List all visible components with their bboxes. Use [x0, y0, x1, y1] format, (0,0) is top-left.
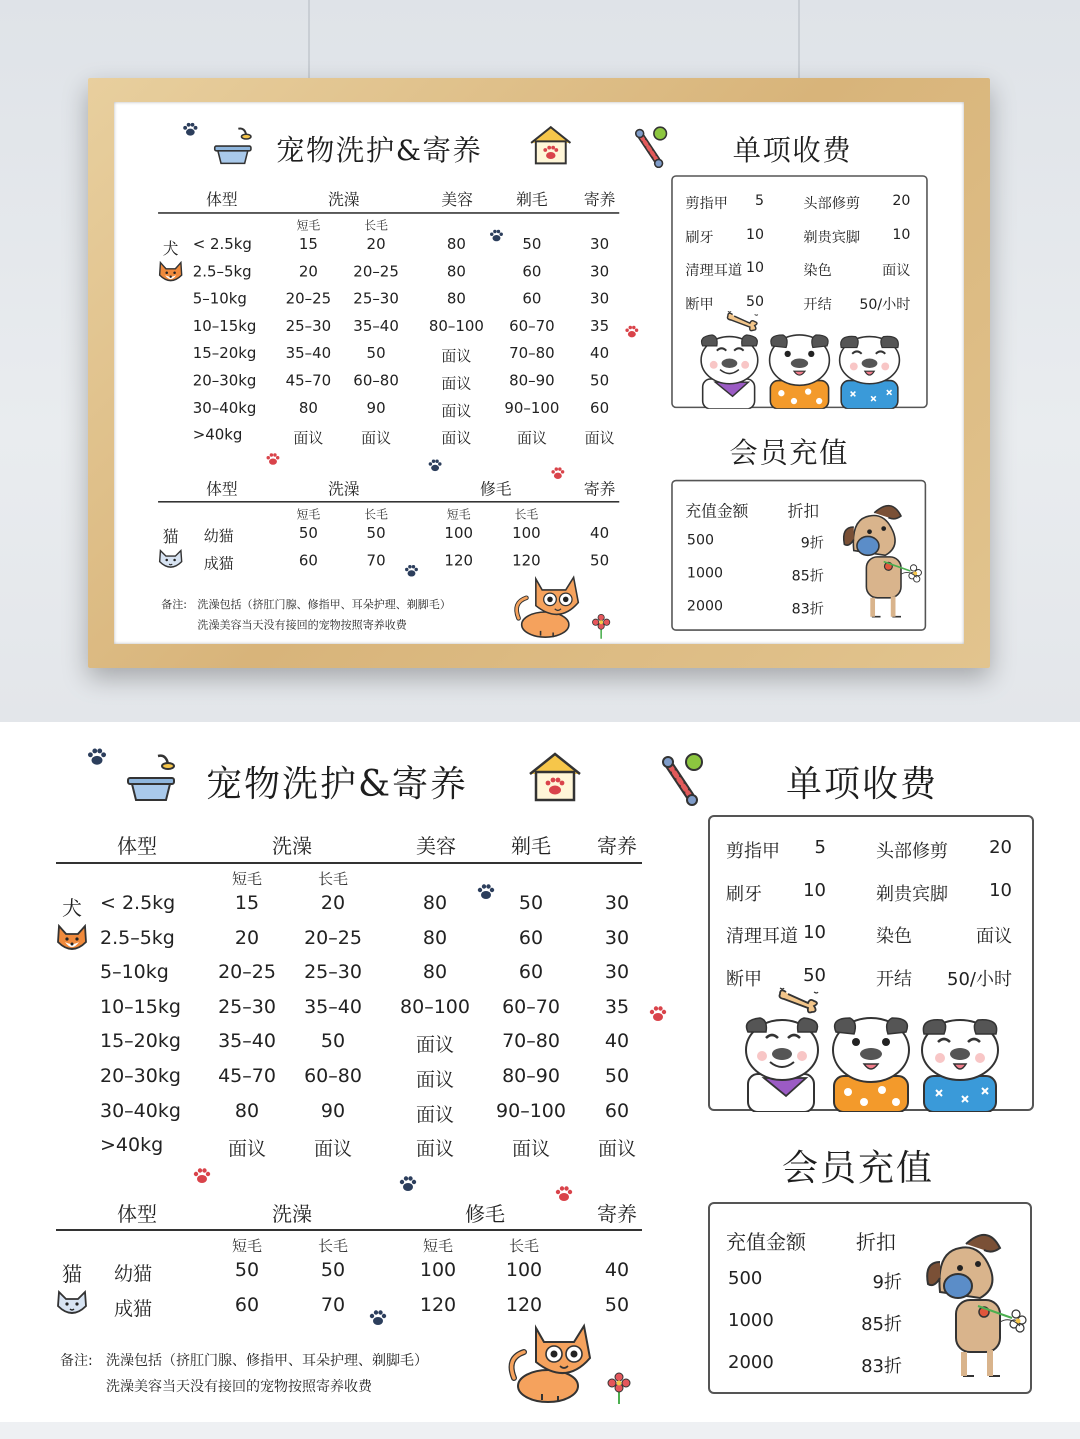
- cat-header-divider: [158, 501, 619, 503]
- dog-header-shaving: 剃毛: [511, 834, 551, 858]
- cat-header-divider: [56, 1229, 642, 1231]
- dog-price-cell: 60: [518, 961, 544, 984]
- dog-price-cell: 35–40: [353, 317, 399, 335]
- price-board-framed: [114, 102, 964, 644]
- bone-icon: [778, 986, 820, 1014]
- dog-size-label: 10–15kg: [100, 995, 181, 1018]
- dog-price-cell: 80: [298, 399, 318, 417]
- dog-price-cell: 面议: [597, 1138, 637, 1161]
- single-item-name: 头部修剪: [876, 841, 948, 862]
- paw-icon: [476, 882, 496, 902]
- cat-subheader: 长毛: [514, 507, 539, 522]
- dog-price-cell: 面议: [361, 429, 392, 447]
- single-items-title: 单项收费: [786, 764, 939, 805]
- paw-icon: [648, 1004, 668, 1024]
- pug-dogs-illustration: [696, 330, 902, 409]
- single-item-name: 清理耳道: [726, 926, 798, 947]
- dog-price-cell: 20: [234, 926, 260, 949]
- cat-price-cell: 120: [505, 1294, 543, 1316]
- dog-subheader-long: 长毛: [317, 870, 349, 888]
- dog-price-cell: 30: [590, 263, 610, 281]
- dog-price-cell: 20: [320, 892, 346, 914]
- dog-price-cell: 60: [522, 263, 542, 281]
- membership-header-amount: 充值金额: [726, 1230, 806, 1254]
- dog-price-cell: 80: [446, 263, 466, 281]
- cat-price-cell: 50: [604, 1294, 630, 1316]
- dog-size-label: 2.5–5kg: [192, 263, 252, 281]
- cat-price-cell: 50: [320, 1259, 346, 1281]
- dog-header-bath: 洗澡: [272, 834, 312, 858]
- cat-price-cell: 60: [298, 552, 318, 570]
- paw-icon: [427, 458, 443, 474]
- dog-header-shaving: 剃毛: [516, 190, 548, 210]
- membership-header-amount: 充值金额: [685, 501, 749, 521]
- single-item-name: 剃贵宾脚: [803, 229, 861, 246]
- board-closeup: [0, 722, 1080, 1422]
- dog-price-cell: 60: [518, 926, 544, 949]
- dog-with-flower-illustration: [920, 1222, 1030, 1390]
- membership-discount: 85折: [861, 1314, 902, 1335]
- dog-price-cell: 60–80: [353, 371, 399, 390]
- bone-icon: [726, 310, 759, 332]
- membership-amount: 500: [728, 1268, 763, 1289]
- cat-price-cell: 50: [234, 1259, 260, 1281]
- membership-header-discount: 折扣: [787, 501, 820, 521]
- dog-price-cell: 35: [590, 317, 610, 335]
- cat-subheader: 短毛: [296, 507, 321, 522]
- cat-price-cell: 100: [419, 1259, 457, 1281]
- dog-subheader-short: 短毛: [296, 218, 321, 233]
- dog-price-cell: 20: [298, 263, 318, 281]
- dog-price-cell: 90–100: [504, 399, 560, 417]
- board-copy-mini: [114, 102, 964, 644]
- dog-price-cell: 面议: [511, 1138, 551, 1161]
- dog-price-cell: 30: [604, 892, 630, 914]
- dog-price-cell: 面议: [293, 429, 324, 447]
- dog-size-label: 5–10kg: [192, 290, 247, 308]
- cat-subheader: 长毛: [364, 507, 388, 522]
- dog-price-cell: 面议: [415, 1138, 455, 1161]
- single-items-title: 单项收费: [732, 135, 853, 168]
- dog-size-label: 15–20kg: [100, 1030, 181, 1053]
- dog-price-cell: 面议: [441, 429, 472, 447]
- paw-icon: [554, 1184, 574, 1204]
- cat-subheader: 长毛: [508, 1237, 540, 1255]
- cat-price-cell: 120: [419, 1294, 457, 1316]
- dog-price-cell: 90–100: [496, 1099, 566, 1122]
- dog-face-icon: [56, 924, 88, 954]
- paw-icon: [265, 451, 281, 467]
- dog-size-label: 30–40kg: [192, 399, 257, 417]
- dog-price-cell: 面议: [313, 1138, 353, 1161]
- dog-header-divider: [56, 862, 642, 864]
- note-line-1: 洗澡包括（挤肛门腺、修指甲、耳朵护理、剃脚毛）: [197, 598, 451, 612]
- membership-amount: 1000: [686, 564, 723, 582]
- cat-illustration: [512, 571, 591, 640]
- dog-price-cell: 35–40: [218, 1030, 276, 1053]
- dog-size-label: 15–20kg: [192, 344, 257, 363]
- dog-price-cell: 30: [604, 961, 630, 984]
- dog-price-cell: 面议: [516, 429, 547, 447]
- single-item-price: 10: [803, 879, 826, 901]
- dog-size-label: 30–40kg: [100, 1099, 181, 1122]
- flower-icon: [606, 1372, 632, 1406]
- single-item-price: 50/小时: [947, 968, 1012, 990]
- dog-price-cell: 80–90: [509, 371, 555, 390]
- paw-icon: [368, 1308, 388, 1328]
- dog-price-cell: 80–90: [502, 1065, 560, 1087]
- cat-header-boarding: 寄养: [583, 479, 616, 499]
- single-item-price: 10: [989, 879, 1012, 901]
- cat-price-cell: 50: [590, 552, 610, 570]
- single-item-name: 刷牙: [685, 229, 714, 246]
- paw-icon: [624, 324, 640, 340]
- single-item-name: 剪指甲: [726, 841, 780, 862]
- single-item-name: 剪指甲: [685, 195, 728, 213]
- dog-price-cell: 90: [320, 1099, 346, 1122]
- paw-icon: [398, 1174, 418, 1194]
- pug-dogs-illustration: [740, 1012, 1002, 1112]
- dog-size-label: 20–30kg: [192, 371, 257, 390]
- dog-price-cell: 30: [604, 926, 630, 949]
- wooden-frame: [88, 78, 990, 668]
- dog-price-cell: 30: [590, 235, 610, 254]
- dog-price-cell: 面议: [584, 429, 615, 447]
- dog-category-label: 犬: [62, 896, 82, 920]
- dog-price-cell: 70–80: [509, 344, 555, 363]
- single-item-price: 20: [892, 192, 911, 210]
- single-item-price: 面议: [882, 262, 911, 280]
- dog-price-cell: 面议: [441, 347, 472, 366]
- dog-price-cell: 20–25: [353, 263, 399, 281]
- dog-size-label: 2.5–5kg: [100, 926, 175, 949]
- dog-subheader-long: 长毛: [364, 218, 388, 233]
- dog-header-grooming: 美容: [416, 834, 456, 858]
- dog-header-boarding: 寄养: [583, 190, 616, 210]
- paw-icon: [192, 1166, 212, 1186]
- dog-price-cell: 80: [422, 892, 448, 914]
- single-item-price: 50: [746, 292, 765, 310]
- single-item-name: 头部修剪: [803, 195, 861, 213]
- dog-price-cell: 50: [320, 1030, 346, 1053]
- cat-header-size: 体型: [117, 1202, 157, 1226]
- note-label: 备注:: [60, 1353, 93, 1369]
- pet-house-icon: [528, 124, 574, 166]
- dog-price-cell: 80: [446, 235, 466, 254]
- dog-price-cell: 60–70: [502, 995, 560, 1018]
- single-item-name: 染色: [876, 926, 912, 947]
- dog-price-cell: 面议: [415, 1069, 455, 1091]
- cat-price-cell: 40: [604, 1259, 630, 1281]
- dog-price-cell: 80–100: [400, 995, 470, 1018]
- cat-subheader: 短毛: [446, 507, 471, 522]
- cat-price-cell: 120: [444, 552, 473, 570]
- cat-header-bath: 洗澡: [328, 479, 360, 499]
- dog-size-label: < 2.5kg: [100, 892, 176, 914]
- dog-header-size: 体型: [206, 190, 238, 210]
- dog-price-cell: 35–40: [304, 995, 362, 1018]
- dog-price-cell: 面议: [415, 1034, 455, 1057]
- single-item-name: 开结: [803, 295, 832, 313]
- single-item-price: 10: [746, 225, 765, 243]
- note-line-2: 洗澡美容当天没有接回的宠物按照寄养收费: [197, 619, 407, 632]
- paw-icon: [86, 746, 108, 768]
- cat-header-bath: 洗澡: [272, 1202, 312, 1226]
- dog-price-cell: 60: [522, 290, 542, 308]
- cat-price-cell: 70: [366, 552, 386, 570]
- cat-subheader: 长毛: [317, 1237, 349, 1255]
- membership-amount: 2000: [728, 1352, 774, 1373]
- page-title: 宠物洗护&寄养: [206, 764, 469, 805]
- dog-size-label: < 2.5kg: [192, 235, 252, 254]
- dog-price-cell: 20–25: [218, 961, 276, 984]
- paw-icon: [182, 121, 199, 138]
- dog-price-cell: 80–100: [428, 317, 484, 335]
- dog-price-cell: 25–30: [285, 317, 332, 335]
- membership-discount: 9折: [872, 1272, 902, 1293]
- membership-amount: 500: [686, 531, 714, 549]
- membership-amount: 2000: [686, 597, 723, 615]
- dog-size-label: 20–30kg: [100, 1065, 181, 1087]
- dog-price-cell: 80: [446, 290, 466, 308]
- note-line-2: 洗澡美容当天没有接回的宠物按照寄养收费: [106, 1379, 372, 1395]
- single-item-price: 10: [892, 225, 911, 243]
- dog-price-cell: 40: [590, 344, 610, 363]
- note-label: 备注:: [161, 598, 187, 612]
- dog-price-cell: 45–70: [285, 371, 332, 390]
- dog-price-cell: 60: [604, 1099, 630, 1122]
- membership-amount: 1000: [728, 1310, 774, 1331]
- cat-price-cell: 100: [444, 524, 473, 542]
- dog-price-cell: 50: [366, 344, 386, 363]
- cat-subheader: 短毛: [422, 1237, 454, 1255]
- single-item-name: 清理耳道: [685, 262, 743, 280]
- cat-type-label: 成猫: [203, 555, 234, 573]
- membership-discount: 85折: [791, 567, 824, 585]
- bath-icon: [124, 752, 178, 804]
- cat-header-trim: 修毛: [465, 1202, 505, 1226]
- bath-icon: [212, 126, 254, 167]
- cat-category-label: 猫: [162, 526, 179, 546]
- cat-price-cell: 50: [298, 524, 318, 542]
- cat-category-label: 猫: [62, 1262, 82, 1286]
- single-item-name: 刷牙: [726, 883, 762, 905]
- membership-discount: 9折: [800, 534, 824, 552]
- single-item-price: 5: [814, 837, 826, 858]
- dog-price-cell: 50: [518, 892, 544, 914]
- dog-header-boarding: 寄养: [597, 834, 637, 858]
- single-item-name: 剃贵宾脚: [876, 883, 948, 905]
- dog-price-cell: 40: [604, 1030, 630, 1053]
- membership-title: 会员充值: [729, 437, 850, 470]
- cat-price-cell: 50: [366, 524, 386, 542]
- dog-price-cell: 60–70: [509, 317, 555, 335]
- membership-title: 会员充值: [782, 1148, 935, 1189]
- cat-type-label: 幼猫: [114, 1263, 153, 1285]
- membership-header-discount: 折扣: [856, 1230, 896, 1254]
- framed-board: [114, 102, 964, 644]
- cat-type-label: 成猫: [114, 1298, 153, 1320]
- single-item-name: 开结: [876, 968, 912, 990]
- bone-toy-icon: [660, 752, 712, 806]
- single-item-price: 50/小时: [859, 295, 911, 313]
- dog-price-cell: 20–25: [304, 926, 362, 949]
- dog-price-cell: 20–25: [285, 290, 332, 308]
- dog-price-cell: 25–30: [218, 995, 276, 1018]
- single-item-price: 20: [989, 837, 1012, 858]
- dog-with-flower-illustration: [838, 496, 925, 628]
- cat-price-cell: 100: [505, 1259, 543, 1281]
- dog-header-grooming: 美容: [441, 190, 473, 210]
- single-item-price: 5: [755, 192, 765, 210]
- dog-face-icon: [158, 261, 183, 285]
- dog-price-cell: 面议: [227, 1138, 267, 1161]
- single-item-name: 染色: [803, 262, 832, 280]
- cat-price-cell: 100: [512, 524, 541, 542]
- dog-price-cell: 50: [522, 235, 542, 254]
- cat-price-cell: 60: [234, 1294, 260, 1316]
- pet-house-icon: [526, 750, 584, 804]
- cat-price-cell: 40: [590, 524, 610, 542]
- dog-price-cell: 60: [590, 399, 610, 417]
- dog-price-cell: 面议: [415, 1103, 455, 1126]
- paw-icon: [489, 228, 505, 244]
- single-item-price: 10: [746, 259, 765, 276]
- dog-header-divider: [158, 212, 619, 214]
- dog-price-cell: 15: [234, 892, 260, 914]
- dog-price-cell: 70–80: [502, 1030, 560, 1053]
- dog-header-bath: 洗澡: [328, 190, 360, 210]
- cat-face-icon: [56, 1290, 88, 1318]
- single-item-name: 断甲: [685, 295, 714, 313]
- cat-subheader: 短毛: [231, 1237, 263, 1255]
- cat-header-trim: 修毛: [479, 479, 512, 499]
- dog-category-label: 犬: [162, 238, 179, 258]
- dog-size-label: >40kg: [192, 426, 243, 444]
- dog-price-cell: 80: [422, 926, 448, 949]
- dog-size-label: 10–15kg: [192, 317, 257, 335]
- dog-price-cell: 45–70: [218, 1065, 276, 1087]
- single-item-price: 10: [803, 922, 826, 943]
- membership-discount: 83折: [861, 1356, 902, 1377]
- cat-price-cell: 120: [512, 552, 541, 570]
- cat-face-icon: [158, 549, 183, 571]
- dog-price-cell: 面议: [441, 375, 472, 393]
- dog-price-cell: 35: [604, 995, 630, 1018]
- cat-illustration: [506, 1318, 606, 1406]
- dog-price-cell: 25–30: [353, 290, 399, 308]
- single-item-price: 面议: [976, 926, 1012, 947]
- flower-icon: [591, 614, 611, 641]
- dog-price-cell: 面议: [441, 402, 472, 420]
- note-line-1: 洗澡包括（挤肛门腺、修指甲、耳朵护理、剃脚毛）: [106, 1353, 428, 1369]
- dog-price-cell: 90: [366, 399, 386, 417]
- single-item-price: 50: [803, 964, 826, 986]
- single-item-name: 断甲: [726, 968, 762, 990]
- cat-header-size: 体型: [206, 479, 238, 499]
- paw-icon: [550, 466, 566, 482]
- dog-price-cell: 50: [604, 1065, 630, 1087]
- price-board: [0, 722, 1080, 1412]
- page-title: 宠物洗护&寄养: [276, 135, 483, 168]
- dog-subheader-short: 短毛: [231, 870, 263, 888]
- dog-size-label: 5–10kg: [100, 961, 169, 984]
- cat-type-label: 幼猫: [203, 527, 234, 546]
- cat-header-boarding: 寄养: [597, 1202, 637, 1226]
- dog-size-label: >40kg: [100, 1134, 164, 1157]
- paw-icon: [404, 563, 420, 579]
- dog-price-cell: 80: [422, 961, 448, 984]
- dog-header-size: 体型: [117, 834, 157, 858]
- bone-toy-icon: [633, 126, 674, 168]
- membership-discount: 83折: [791, 600, 824, 618]
- dog-price-cell: 25–30: [304, 961, 362, 984]
- cat-price-cell: 70: [320, 1294, 346, 1316]
- dog-price-cell: 35–40: [285, 344, 332, 363]
- dog-price-cell: 30: [590, 290, 610, 308]
- dog-price-cell: 15: [298, 235, 318, 254]
- dog-price-cell: 50: [590, 371, 610, 390]
- dog-price-cell: 60–80: [304, 1065, 362, 1087]
- dog-price-cell: 80: [234, 1099, 260, 1122]
- dog-price-cell: 20: [366, 235, 386, 254]
